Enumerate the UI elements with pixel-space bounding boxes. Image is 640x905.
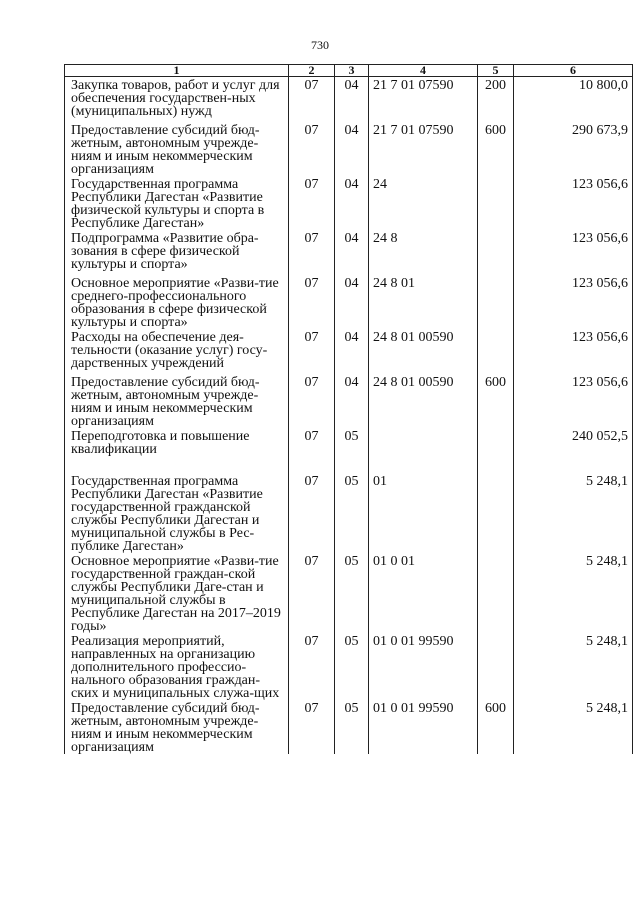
table-row	[65, 230, 633, 275]
expense-name-cell: Государственная программа Республики Дагестан «Развитие государственной гражданской службы Республики Дагестан и муниципальной службы в Рес-публике Дагестан»	[65, 473, 289, 553]
header-col-4: 4	[369, 65, 478, 77]
section-code-cell: 07	[289, 633, 335, 700]
subsection-code-cell: 05	[335, 473, 369, 553]
section-code-cell: 07	[289, 374, 335, 428]
table-row	[65, 700, 633, 754]
section-code-cell: 07	[289, 176, 335, 230]
target-article-cell	[369, 428, 478, 473]
header-col-1: 1	[65, 65, 289, 77]
expense-type-cell: 600	[478, 700, 514, 754]
expense-name-cell: Реализация мероприятий, направленных на организацию дополнительного профессио-нального образования граждан-ских и муниципальных служа-щих	[65, 633, 289, 700]
amount-cell: 10 800,0	[514, 77, 633, 123]
table-row	[65, 428, 633, 473]
expense-name-cell: Закупка товаров, работ и услуг для обеспечения государствен-ных (муниципальных) нужд	[65, 77, 289, 123]
subsection-code-cell: 04	[335, 176, 369, 230]
section-code-cell: 07	[289, 428, 335, 473]
subsection-code-cell: 04	[335, 230, 369, 275]
expense-type-cell	[478, 329, 514, 374]
table-row	[65, 122, 633, 176]
expense-name-cell: Основное мероприятие «Разви-тие государственной граждан-ской службы Республики Даге-стан и муниципальной службы в Республике Дагестан на 2017–2019 годы»	[65, 553, 289, 633]
table-row	[65, 275, 633, 329]
section-code-cell: 07	[289, 700, 335, 754]
expense-name-cell: Расходы на обеспечение дея-тельности (оказание услуг) госу-дарственных учреждений	[65, 329, 289, 374]
expense-name-cell: Основное мероприятие «Разви-тие среднего-профессионального образования в сфере физической культуры и спорта»	[65, 275, 289, 329]
table-row	[65, 374, 633, 428]
subsection-code-cell: 04	[335, 77, 369, 123]
expense-name-cell: Переподготовка и повышение квалификации	[65, 428, 289, 473]
section-code-cell: 07	[289, 77, 335, 123]
section-code-cell: 07	[289, 275, 335, 329]
amount-cell: 123 056,6	[514, 230, 633, 275]
header-col-2: 2	[289, 65, 335, 77]
amount-cell: 5 248,1	[514, 553, 633, 633]
expense-name-cell: Предоставление субсидий бюд-жетным, автономным учрежде-ниям и иным некоммерческим организациям	[65, 122, 289, 176]
expense-type-cell	[478, 633, 514, 700]
table-row	[65, 77, 633, 123]
subsection-code-cell: 05	[335, 700, 369, 754]
table-header	[65, 65, 633, 77]
target-article-cell: 24 8 01 00590	[369, 329, 478, 374]
subsection-code-cell: 05	[335, 428, 369, 473]
expense-type-cell	[478, 428, 514, 473]
table-row	[65, 176, 633, 230]
amount-cell: 290 673,9	[514, 122, 633, 176]
target-article-cell: 01 0 01 99590	[369, 700, 478, 754]
table-row	[65, 329, 633, 374]
amount-cell: 123 056,6	[514, 176, 633, 230]
amount-cell: 123 056,6	[514, 275, 633, 329]
target-article-cell: 24 8 01	[369, 275, 478, 329]
expense-name-cell: Подпрограмма «Развитие обра-зования в сфере физической культуры и спорта»	[65, 230, 289, 275]
subsection-code-cell: 05	[335, 633, 369, 700]
table-row	[65, 633, 633, 700]
expense-type-cell	[478, 176, 514, 230]
amount-cell: 5 248,1	[514, 700, 633, 754]
target-article-cell: 21 7 01 07590	[369, 77, 478, 123]
table-row	[65, 473, 633, 553]
subsection-code-cell: 04	[335, 122, 369, 176]
expense-type-cell	[478, 553, 514, 633]
amount-cell: 123 056,6	[514, 329, 633, 374]
expense-name-cell: Предоставление субсидий бюд-жетным, автономным учрежде-ниям и иным некоммерческим организациям	[65, 374, 289, 428]
subsection-code-cell: 05	[335, 553, 369, 633]
expense-type-cell: 600	[478, 374, 514, 428]
section-code-cell: 07	[289, 329, 335, 374]
amount-cell: 5 248,1	[514, 473, 633, 553]
expense-type-cell: 200	[478, 77, 514, 123]
amount-cell: 5 248,1	[514, 633, 633, 700]
expense-type-cell	[478, 473, 514, 553]
expense-name-cell: Государственная программа Республики Дагестан «Развитие физической культуры и спорта в Республике Дагестан»	[65, 176, 289, 230]
amount-cell: 240 052,5	[514, 428, 633, 473]
subsection-code-cell: 04	[335, 329, 369, 374]
expense-type-cell	[478, 275, 514, 329]
target-article-cell: 24 8	[369, 230, 478, 275]
expense-type-cell: 600	[478, 122, 514, 176]
target-article-cell: 01	[369, 473, 478, 553]
expense-type-cell	[478, 230, 514, 275]
section-code-cell: 07	[289, 473, 335, 553]
header-col-5: 5	[478, 65, 514, 77]
section-code-cell: 07	[289, 553, 335, 633]
expense-name-cell: Предоставление субсидий бюд-жетным, автономным учрежде-ниям и иным некоммерческим организациям	[65, 700, 289, 754]
section-code-cell: 07	[289, 122, 335, 176]
subsection-code-cell: 04	[335, 374, 369, 428]
target-article-cell: 21 7 01 07590	[369, 122, 478, 176]
target-article-cell: 24 8 01 00590	[369, 374, 478, 428]
amount-cell: 123 056,6	[514, 374, 633, 428]
header-col-6: 6	[514, 65, 633, 77]
table-body	[65, 77, 633, 755]
page-number: 730	[311, 38, 329, 52]
target-article-cell: 24	[369, 176, 478, 230]
section-code-cell: 07	[289, 230, 335, 275]
target-article-cell: 01 0 01	[369, 553, 478, 633]
header-col-3: 3	[335, 65, 369, 77]
subsection-code-cell: 04	[335, 275, 369, 329]
budget-table	[64, 64, 633, 754]
target-article-cell: 01 0 01 99590	[369, 633, 478, 700]
table-row	[65, 553, 633, 633]
